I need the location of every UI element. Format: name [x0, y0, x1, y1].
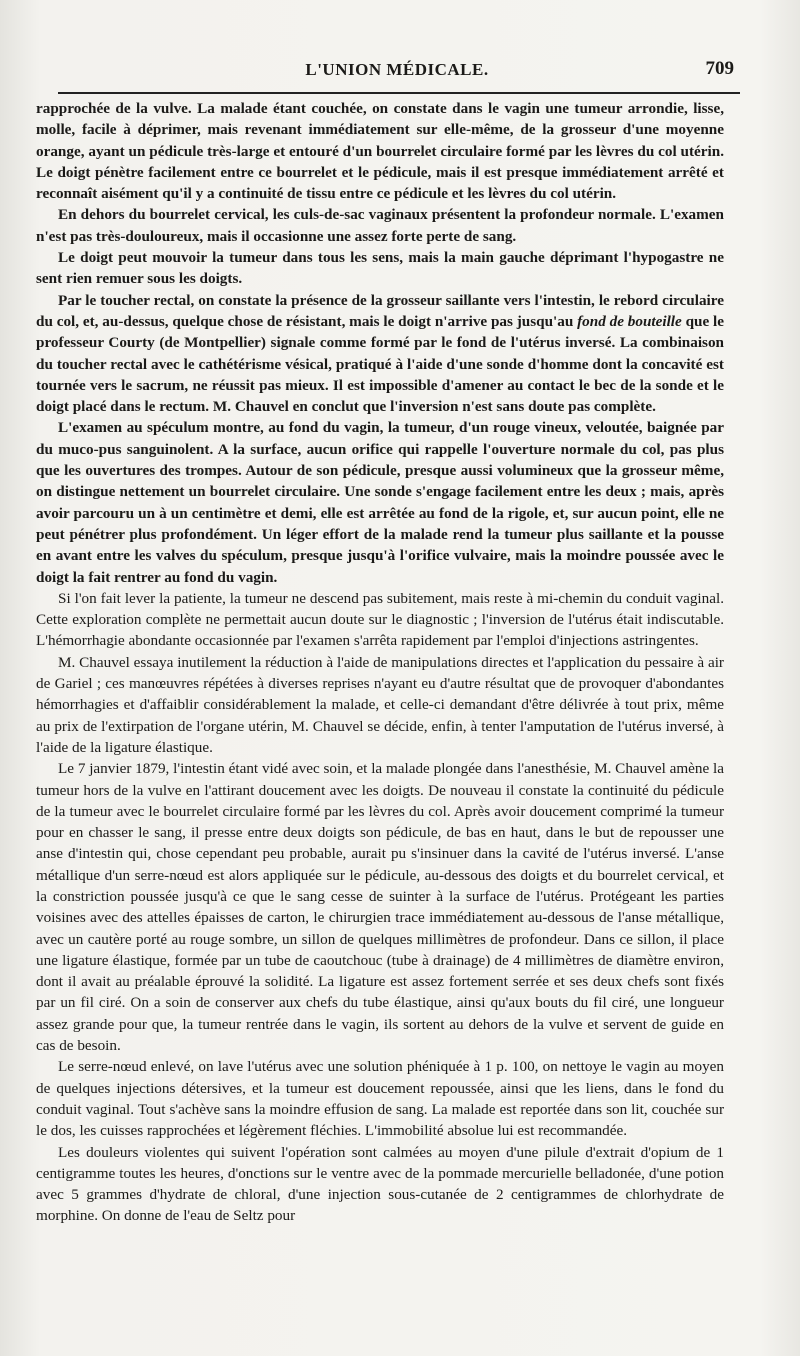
- paragraph-6: Si l'on fait lever la patiente, la tumeur ne descend pas subitement, mais reste à mi-chemin du conduit vaginal. Cette exploration complète ne permettait aucun doute sur le diagnostic ; l'inversion de l'utérus était indiscutable. L'hémorrhagie abondante occasionnée par l'examen s'arrêta rapidement par l'emploi d'injections astringentes.: [36, 589, 724, 650]
- paragraph-4: [36, 290, 724, 418]
- paragraph-1: rapprochée de la vulve. La malade étant couchée, on constate dans le vagin une tumeur arrondie, lisse, molle, facile à déprimer, mais revenant immédiatement sur elle-même, de la grosseur d'une moyenne orange, ayant un pédicule très-large et entouré d'un bourrelet circulaire formé par les lèvres du col utérin. Le doigt pénètre facilement entre ce bourrelet et le pédicule, mais il est presque immédiatement arrêté et reconnaît aisément qu'il y a continuité de tissu entre ce pédicule et les lèvres du col utérin.: [36, 100, 724, 203]
- paragraph-2: En dehors du bourrelet cervical, les culs-de-sac vaginaux présentent la profondeur normale. L'examen n'est pas très-douloureux, mais il occasionne une assez forte perte de sang.: [36, 206, 724, 245]
- paragraph-5: L'examen au spéculum montre, au fond du vagin, la tumeur, d'un rouge vineux, veloutée, baignée par du muco-pus sanguinolent. A la surface, aucun orifice qui rappelle l'ouverture normale du col, pas plus que les ouvertures des trompes. Autour de son pédicule, presque aussi volumineux que la grosseur même, on distingue nettement un bourrelet circulaire. Une sonde s'engage facilement entre les deux ; mais, après avoir parcouru un à un centimètre et demi, elle est arrêtée au fond de la rigole, et, sur aucun point, elle ne peut pénétrer plus profondément. Un léger effort de la malade rend la tumeur plus saillante et la pousse en avant entre les valves du spéculum, presque jusqu'à l'orifice vulvaire, mais la moindre poussée avec le doigt la fait rentrer au fond du vagin.: [36, 419, 724, 586]
- page-number: 709: [705, 58, 734, 79]
- paragraph-3: Le doigt peut mouvoir la tumeur dans tous les sens, mais la main gauche déprimant l'hypogastre ne sent rien remuer sous les doigts.: [36, 249, 724, 288]
- paragraph-8: Le 7 janvier 1879, l'intestin étant vidé avec soin, et la malade plongée dans l'anesthésie, M. Chauvel amène la tumeur hors de la vulve en l'attirant doucement avec les doigts. De nouveau il constate la continuité du pédicule de la tumeur avec le bourrelet circulaire formé par les lèvres du col. Après avoir doucement comprimé la tumeur pour en chasser le sang, il presse entre deux doigts son pédicule, de bas en haut, dans le but de repousser une anse d'intestin qui, chose cependant peu probable, aurait pu s'insinuer dans la cavité de l'utérus inversé. L'anse métallique d'un serre-nœud est alors appliquée sur le pédicule, au-dessous des doigts et du bourrelet cervical, et la constriction poussée jusqu'à ce que le sang cesse de suinter à la surface de l'utérus. Protégeant les parties voisines avec des attelles épaisses de carton, le chirurgien trace immédiatement au-dessous de l'anse métallique, avec un cautère porté au rouge sombre, un sillon de quelques millimètres de profondeur. Dans ce sillon, il place une ligature élastique, formée par un tube de caoutchouc (tube à drainage) de 4 millimètres de diamètre environ, dont il avait au préalable éprouvé la solidité. La ligature est assez fortement serrée et ses deux chefs sont fixés par un fil ciré. On a soin de conserver aux chefs du tube élastique, ainsi qu'aux bouts du fil ciré, une longueur assez grande pour que, la tumeur rentrée dans le vagin, ils sortent au dehors de la vulve et servent de guide en cas de besoin.: [36, 760, 724, 1055]
- paragraph-10: Les douleurs violentes qui suivent l'opération sont calmées au moyen d'une pilule d'extrait d'opium de 1 centigramme toutes les heures, d'onctions sur le ventre avec de la pommade mercurielle belladonée, d'une potion avec 5 grammes d'hydrate de chloral, d'une injection sous-cutanée de 2 centigrammes de chlorhydrate de morphine. On donne de l'eau de Seltz pour: [36, 1143, 724, 1225]
- header-rule: [58, 92, 740, 94]
- paragraph-9: Le serre-nœud enlevé, on lave l'utérus avec une solution phéniquée à 1 p. 100, on nettoye le vagin au moyen de quelques injections détersives, et la tumeur est doucement repoussée, ainsi que les liens, dans le fond du conduit vaginal. Tout s'achève sans la moindre effusion de sang. La malade est reportée dans son lit, couchée sur le dos, les cuisses rapprochées et légèrement fléchies. L'immobilité absolue lui est recommandée.: [36, 1058, 724, 1140]
- paragraph-4-text-after: que le professeur Courty (de Montpellier) signale comme formé par le fond de l'utérus inversé. La combinaison du toucher rectal avec le cathétérisme vésical, pratiqué à l'aide d'une sonde d'homme dont la concavité est tournée vers le sacrum, ne réussit pas mieux. Il est impossible d'amener au contact le bec de la sonde et le doigt placé dans le rectum. M. Chauvel en conclut que l'inversion n'est sans doute pas complète.: [36, 312, 724, 416]
- paragraph-7: M. Chauvel essaya inutilement la réduction à l'aide de manipulations directes et l'application du pessaire à air de Gariel ; ces manœuvres répétées à diverses reprises n'ayant eu d'autre résultat que de provoquer d'abondantes hémorrhagies et d'affaiblir considérablement la malade, et celle-ci demandant d'être délivrée à tout prix, même au prix de l'extirpation de l'organe utérin, M. Chauvel se décide, enfin, à tenter l'amputation de l'utérus inversé, à l'aide de la ligature élastique.: [36, 653, 724, 756]
- running-title: L'UNION MÉDICALE.: [305, 60, 489, 79]
- emphasis-fond-de-bouteille: fond de bouteille: [577, 312, 682, 330]
- page-header: [60, 56, 734, 86]
- body-text: [36, 98, 724, 1227]
- paragraph-4-text-before: Par le toucher rectal, on constate la présence de la grosseur saillante vers l'intestin, le rebord circulaire du col, et, au-dessus, quelque chose de résistant, mais le doigt n'arrive pas jusqu'au: [36, 291, 724, 330]
